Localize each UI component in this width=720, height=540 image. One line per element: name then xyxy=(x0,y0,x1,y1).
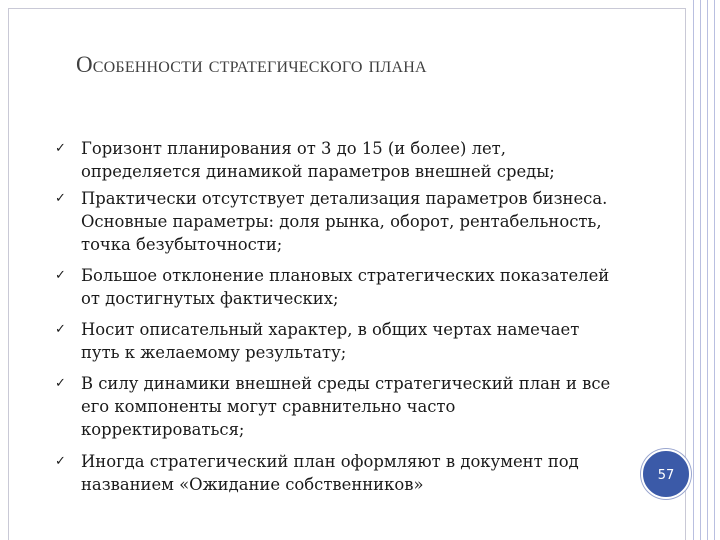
list-item-text: Практически отсутствует детализация параметров бизнеса. Основные параметры: доля рынка, оборот, рентабельность, точка безубыточности; xyxy=(81,189,608,254)
list-item-text: Носит описательный характер, в общих чертах намечает путь к желаемому результату; xyxy=(81,320,580,362)
list-item-text: В силу динамики внешней среды стратегический план и все его компоненты могут сравнительно часто корректироваться; xyxy=(81,374,611,439)
checkmark-icon: ✓ xyxy=(55,191,66,206)
list-item-text: Большое отклонение плановых стратегических показателей от достигнутых фактических; xyxy=(81,266,610,308)
checkmark-icon: ✓ xyxy=(55,141,66,156)
list-item-text: Иногда стратегический план оформляют в документ под названием «Ожидание собственников» xyxy=(81,452,579,494)
page-number-badge: 57 xyxy=(641,449,691,499)
checkmark-icon: ✓ xyxy=(55,454,66,469)
checkmark-icon: ✓ xyxy=(55,322,66,337)
checkmark-icon: ✓ xyxy=(55,268,66,283)
slide-title: Особенности стратегического плана xyxy=(76,52,427,77)
list-item-text: Горизонт планирования от 3 до 15 (и более) лет, определяется динамикой параметров внешней среды; xyxy=(81,139,555,181)
checkmark-icon: ✓ xyxy=(55,376,66,391)
